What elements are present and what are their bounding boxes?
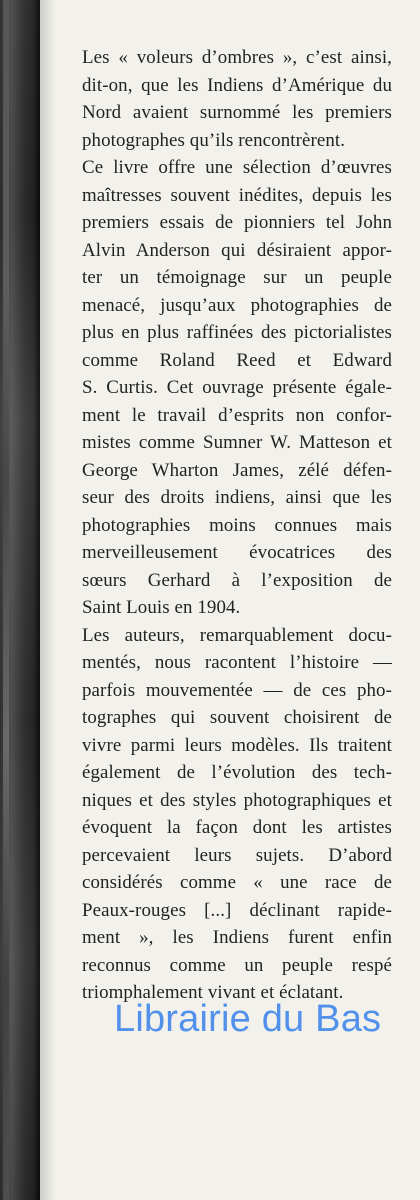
text-line: également de l’évolution des tech- [82,762,392,783]
text-line: Peaux-rouges [...] déclinant rapide- [82,899,392,921]
text-line: sœurs Gerhard à l’exposition de [82,569,392,591]
text-line: Les auteurs, remarquablement docu- [82,624,392,646]
text-line: S. Curtis. Cet ouvrage présente égale- [82,377,392,398]
text-line: photographes qu’ils rencontrèrent. [82,129,346,151]
text-line: percevaient leurs sujets. D’abord [82,844,392,866]
text-line: parfois mouvementée — de ces pho- [82,679,392,701]
text-line: Les « voleurs d’ombres », c’est ainsi, [82,47,392,68]
text-line: niques et des styles photographiques et [82,789,392,811]
text-line: ment », les Indiens furent enfin [82,927,392,948]
text-line: considérés comme « une race de [82,872,392,893]
text-line: Saint Louis en 1904. [82,597,241,618]
text-line: George Wharton James, zélé défen- [82,459,392,481]
text-line: Alvin Anderson qui désiraient appor- [82,239,392,261]
text-line: mistes comme Sumner W. Matteson et [82,432,392,453]
text-line: vivre parmi leurs modèles. Ils traitent [82,734,392,756]
watermark-text: Librairie du Bas [114,998,382,1040]
text-line: Ce livre offre une sélection d’œuvres [82,157,392,178]
text-line: merveilleusement évocatrices des [82,542,392,563]
text-line: menacé, jusqu’aux photographies de [82,294,392,316]
text-line: seur des droits indiens, ainsi que les [82,487,392,508]
page-edge-shadow [40,0,56,1200]
text-line: triomphalement vivant et éclatant. [82,982,344,1003]
text-line: comme Roland Reed et Edward [82,349,392,371]
text-line: plus en plus raffinées des pictorialistes [82,322,392,343]
text-line: premiers essais de pionniers tel John [82,212,392,233]
text-line: ter un témoignage sur un peuple [82,267,392,288]
text-line: Nord avaient surnommé les premiers [82,102,392,123]
text-line: maîtresses souvent inédites, depuis les [82,184,392,206]
text-line: évoquent la façon dont les artistes [82,817,392,838]
text-line: reconnus comme un peuple respé [82,954,392,976]
spine-photo-strip [0,0,40,1200]
text-line: tographes qui souvent choisirent de [82,707,392,728]
text-line: ment le travail d’esprits non confor- [82,404,392,426]
text-line: photographies moins connues mais [82,514,392,536]
text-line: dit-on, que les Indiens d’Amérique du [82,74,392,96]
book-cover-text [82,44,392,1007]
text-line: mentés, nous racontent l’histoire — [82,652,392,673]
